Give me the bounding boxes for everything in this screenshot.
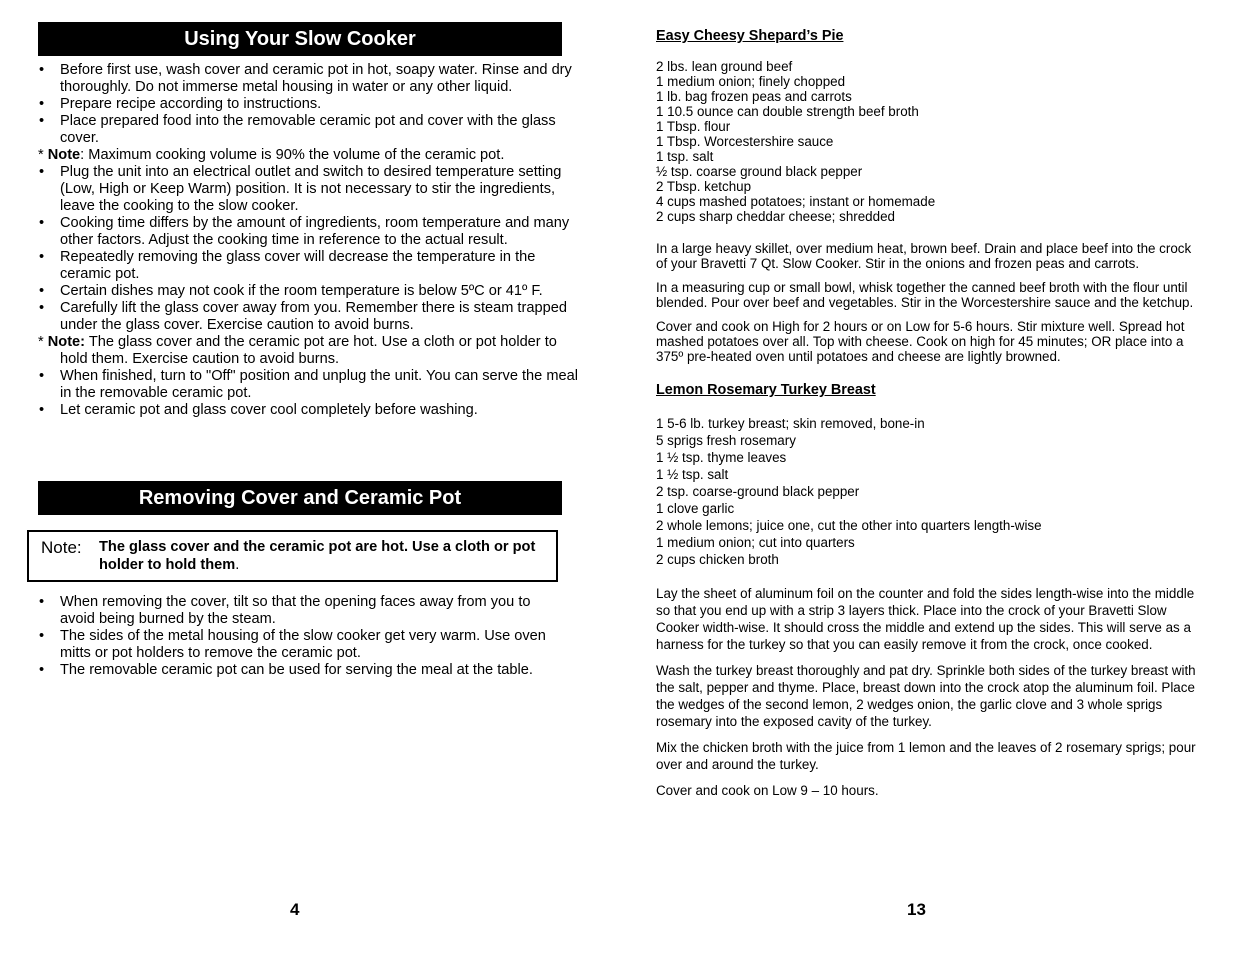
note-box-text-bold: The glass cover and the ceramic pot are hot. Use a cloth or pot holder to hold them xyxy=(99,539,536,573)
left-page xyxy=(38,22,583,419)
section-header-removing-cover: Removing Cover and Ceramic Pot xyxy=(38,481,562,515)
list-item: • When removing the cover, tilt so that the opening faces away from you to avoid being burned by the steam. xyxy=(38,594,568,628)
list-item: 1 ½ tsp. thyme leaves xyxy=(656,450,787,465)
recipe-step: Cover and cook on High for 2 hours or on Low for 5-6 hours. Stir mixture well. Spread hot mashed potatoes over all. Top with cheese. Cook on high for 45 minutes; OR place into a 375º pre-heated oven until potatoes and cheese are lightly browned. xyxy=(656,319,1185,364)
list-item: 1 clove garlic xyxy=(656,501,735,516)
list-item: 1 medium onion; cut into quarters xyxy=(656,535,855,550)
list-item: 2 cups chicken broth xyxy=(656,552,779,567)
list-item: • Carefully lift the glass cover away from you. Remember there is steam trapped under the glass cover. Exercise caution to avoid burns. xyxy=(38,300,583,334)
note-line-hot: * Note: The glass cover and the ceramic pot are hot. Use a cloth or pot holder to hold them. Exercise caution to avoid burns. xyxy=(38,334,557,367)
list-item: 4 cups mashed potatoes; instant or homemade xyxy=(656,194,936,209)
list-item: 2 cups sharp cheddar cheese; shredded xyxy=(656,209,895,224)
list-item: 1 10.5 ounce can double strength beef broth xyxy=(656,104,919,119)
list-item: • Place prepared food into the removable ceramic pot and cover with the glass cover. xyxy=(38,113,583,147)
list-item: 1 lb. bag frozen peas and carrots xyxy=(656,89,852,104)
list-item: • Before first use, wash cover and ceramic pot in hot, soapy water. Rinse and dry thoroughly. Do not immerse metal housing in water or any other liquid. xyxy=(38,62,583,96)
note-box-trailing: . xyxy=(235,557,240,573)
list-item: 1 tsp. salt xyxy=(656,149,714,164)
list-item: 2 whole lemons; juice one, cut the other into quarters length-wise xyxy=(656,518,1042,533)
list-item: • Repeatedly removing the glass cover will decrease the temperature in the ceramic pot. xyxy=(38,249,583,283)
recipe-title-shepards-pie: Easy Cheesy Shepard’s Pie xyxy=(656,28,844,44)
note-box xyxy=(27,530,558,582)
note-text: : Maximum cooking volume is 90% the volume of the ceramic pot. xyxy=(80,147,505,163)
note-text: The glass cover and the ceramic pot are hot. Use a cloth or pot holder to hold them. Exercise caution to avoid burns. xyxy=(60,334,557,367)
list-item: ½ tsp. coarse ground black pepper xyxy=(656,164,863,179)
recipe-step: Mix the chicken broth with the juice from 1 lemon and the leaves of 2 rosemary sprigs; pour over and around the turkey. xyxy=(656,740,1196,772)
list-item: 2 lbs. lean ground beef xyxy=(656,59,793,74)
page-number-left: 4 xyxy=(290,900,300,919)
list-item: 1 5-6 lb. turkey breast; skin removed, bone-in xyxy=(656,416,925,431)
recipe-step: Lay the sheet of aluminum foil on the counter and fold the sides length-wise into the middle so that you end up with a strip 3 layers thick. Place into the crock of your Bravetti Slow Cooker width-wise. It should cross the middle and extend up the sides. This will serve as a harness for the turkey so that you can easily remove it from the crock, once cooked. xyxy=(656,586,1195,652)
list-item: 1 medium onion; finely chopped xyxy=(656,74,846,89)
list-item: 5 sprigs fresh rosemary xyxy=(656,433,796,448)
recipe-step: In a large heavy skillet, over medium heat, brown beef. Drain and place beef into the crock of your Bravetti 7 Qt. Slow Cooker. Stir in the onions and frozen peas and carrots. xyxy=(656,241,1192,271)
recipe-step: Cover and cook on Low 9 – 10 hours. xyxy=(656,783,879,798)
ingredient-list-turkey-breast xyxy=(656,415,1196,568)
page-number-right: 13 xyxy=(907,900,926,919)
removal-instructions-list xyxy=(38,594,568,679)
note-box-label: Note: xyxy=(41,538,82,557)
recipe-step: In a measuring cup or small bowl, whisk together the canned beef broth with the flour until blended. Pour over beef and vegetables. Stir in the Worcestershire sauce and the ketchup. xyxy=(656,280,1194,310)
list-item: • Prepare recipe according to instructions. xyxy=(38,96,583,113)
list-item: 1 ½ tsp. salt xyxy=(656,467,729,482)
recipe-step: Wash the turkey breast thoroughly and pat dry. Sprinkle both sides of the turkey breast with the salt, pepper and thyme. Place, breast down into the crock atop the aluminum foil. Place the wedges of the second lemon, 2 wedges onion, the garlic clove and 3 whole sprigs rosemary into the exposed cavity of the turkey. xyxy=(656,663,1196,729)
recipe-title-turkey-breast: Lemon Rosemary Turkey Breast xyxy=(656,382,876,398)
note-box-text xyxy=(99,538,544,574)
section-header-using-slow-cooker: Using Your Slow Cooker xyxy=(38,22,562,56)
list-item: • Plug the unit into an electrical outlet and switch to desired temperature setting (Low, High or Keep Warm) position. It is not necessary to stir the ingredients, leave the cooking to the slow cooker. xyxy=(38,164,583,215)
note-label: Note xyxy=(47,147,81,163)
list-item: • The removable ceramic pot can be used for serving the meal at the table. xyxy=(38,662,568,679)
right-page xyxy=(656,28,1196,799)
list-item: • Certain dishes may not cook if the room temperature is below 5ºC or 41º F. xyxy=(38,283,583,300)
list-item: • The sides of the metal housing of the slow cooker get very warm. Use oven mitts or pot holders to remove the ceramic pot. xyxy=(38,628,568,662)
list-item: 1 Tbsp. flour xyxy=(656,119,731,134)
ingredient-list-shepards-pie xyxy=(656,59,1196,224)
list-item: • Cooking time differs by the amount of ingredients, room temperature and many other factors. Adjust the cooking time in reference to the actual result. xyxy=(38,215,583,249)
list-item: 1 Tbsp. Worcestershire sauce xyxy=(656,134,834,149)
list-item: 2 tsp. coarse-ground black pepper xyxy=(656,484,860,499)
list-item: • Let ceramic pot and glass cover cool completely before washing. xyxy=(38,402,583,419)
note-line-volume: * Note: Maximum cooking volume is 90% the volume of the ceramic pot. xyxy=(38,147,505,163)
note-label: Note: xyxy=(47,334,86,350)
list-item: 2 Tbsp. ketchup xyxy=(656,179,752,194)
usage-instructions-list xyxy=(38,62,583,419)
list-item: • When finished, turn to "Off" position and unplug the unit. You can serve the meal in the removable ceramic pot. xyxy=(38,368,583,402)
